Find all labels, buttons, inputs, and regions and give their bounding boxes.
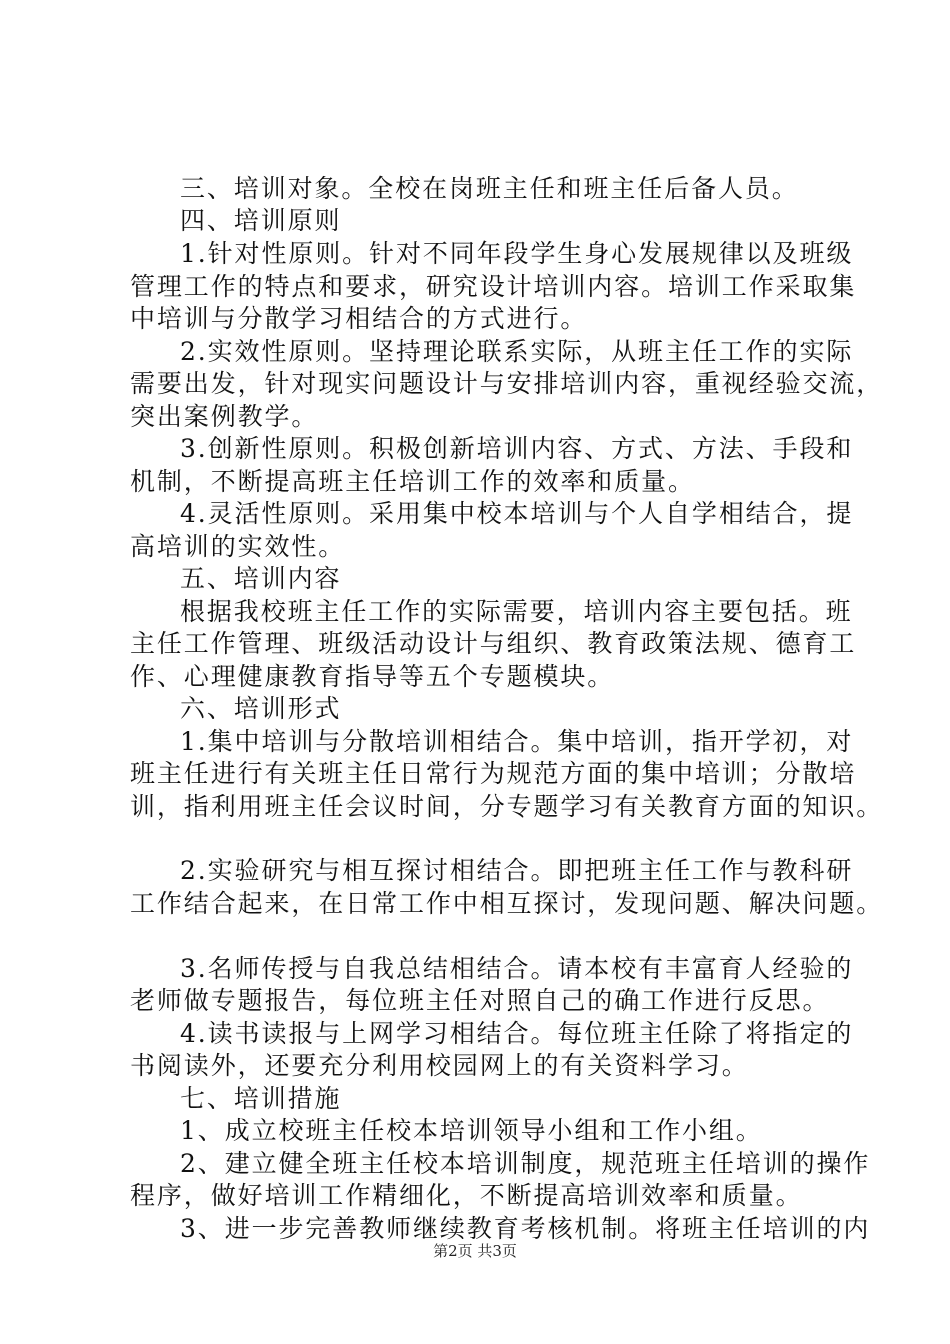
section-heading: 四、培训原则 <box>180 206 342 235</box>
text-line: 3、进一步完善教师继续教育考核机制。将班主任培训的内 <box>180 1214 871 1243</box>
text-line: 4.灵活性原则。采用集中校本培训与个人自学相结合，提 <box>180 499 854 528</box>
text-line: 2、建立健全班主任校本培训制度，规范班主任培训的操作 <box>180 1149 871 1178</box>
text-line: 程序，做好培训工作精细化，不断提高培训效率和质量。 <box>130 1181 803 1210</box>
text-line: 4.读书读报与上网学习相结合。每位班主任除了将指定的 <box>180 1019 854 1048</box>
text-line: 中培训与分散学习相结合的方式进行。 <box>130 304 588 333</box>
section-heading: 五、培训内容 <box>180 564 342 593</box>
text-line: 1.集中培训与分散培训相结合。集中培训，指开学初，对 <box>180 727 854 756</box>
text-line: 根据我校班主任工作的实际需要，培训内容主要包括。班 <box>180 597 853 626</box>
text-line: 班主任进行有关班主任日常行为规范方面的集中培训；分散培 <box>130 759 857 788</box>
text-line: 1、成立校班主任校本培训领导小组和工作小组。 <box>180 1116 763 1145</box>
text-line: 需要出发，针对现实问题设计与安排培训内容，重视经验交流， <box>130 369 884 398</box>
text-line: 三、培训对象。全校在岗班主任和班主任后备人员。 <box>180 174 799 203</box>
text-line: 3.名师传授与自我总结相结合。请本校有丰富育人经验的 <box>180 954 854 983</box>
text-line: 1.针对性原则。针对不同年段学生身心发展规律以及班级 <box>180 239 854 268</box>
text-line: 管理工作的特点和要求，研究设计培训内容。培训工作采取集 <box>130 272 857 301</box>
text-line: 高培训的实效性。 <box>130 532 346 561</box>
text-line: 工作结合起来，在日常工作中相互探讨，发现问题、解决问题。 <box>130 889 884 918</box>
text-line: 训，指利用班主任会议时间，分专题学习有关教育方面的知识。 <box>130 792 884 821</box>
text-line: 机制，不断提高班主任培训工作的效率和质量。 <box>130 467 695 496</box>
text-line: 主任工作管理、班级活动设计与组织、教育政策法规、德育工 <box>130 629 857 658</box>
text-line: 3.创新性原则。积极创新培训内容、方式、方法、手段和 <box>180 434 854 463</box>
text-line: 老师做专题报告，每位班主任对照自己的确工作进行反思。 <box>130 986 830 1015</box>
section-heading: 七、培训措施 <box>180 1084 342 1113</box>
text-line: 突出案例教学。 <box>130 402 319 431</box>
page-number-footer: 第2页 共3页 <box>433 1242 517 1260</box>
text-line: 2.实效性原则。坚持理论联系实际，从班主任工作的实际 <box>180 337 854 366</box>
text-line: 书阅读外，还要充分利用校园网上的有关资料学习。 <box>130 1051 749 1080</box>
section-heading: 六、培训形式 <box>180 694 342 723</box>
text-line: 2.实验研究与相互探讨相结合。即把班主任工作与教科研 <box>180 856 854 885</box>
text-line: 作、心理健康教育指导等五个专题模块。 <box>130 662 615 691</box>
